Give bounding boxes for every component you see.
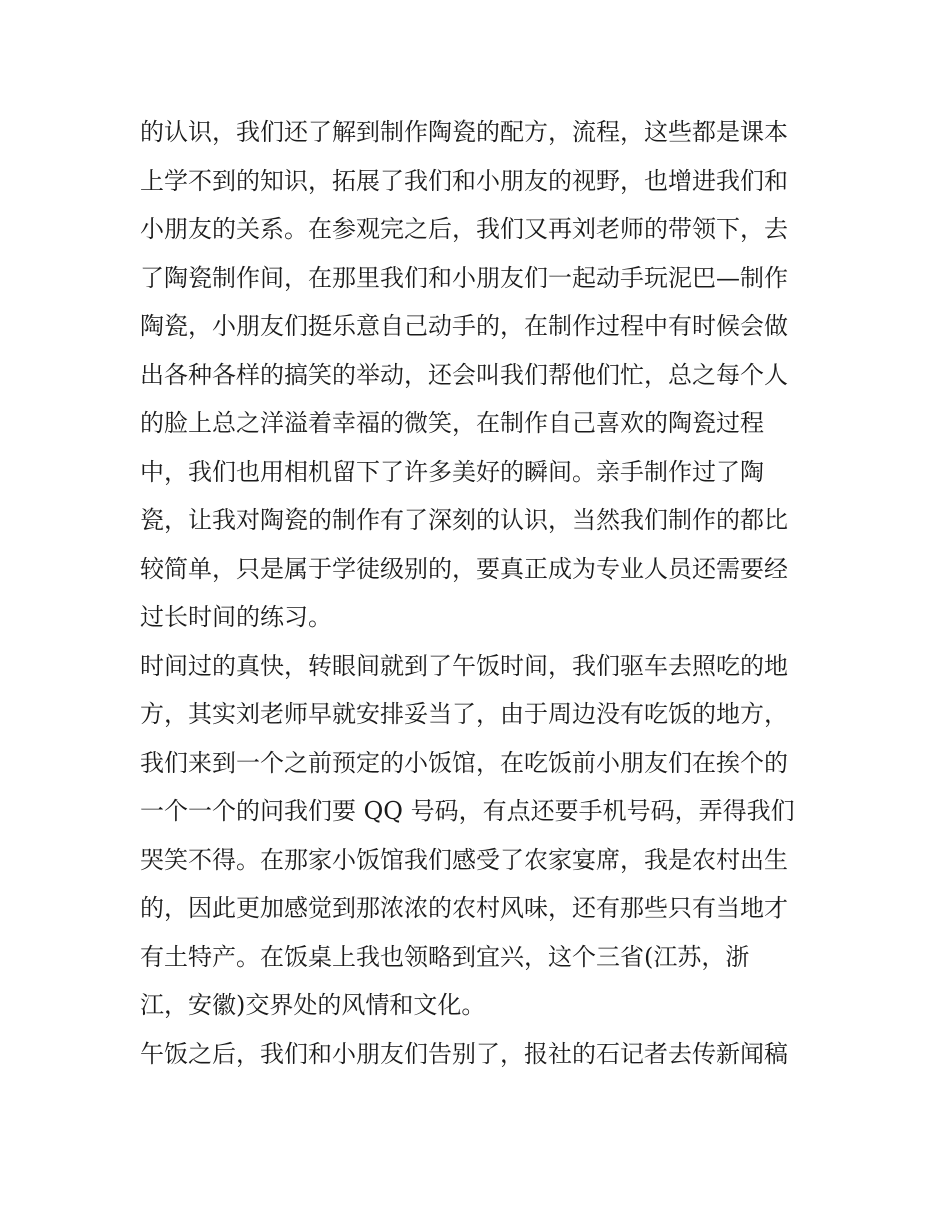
- text-line: 的认识，我们还了解到制作陶瓷的配方，流程，这些都是课本: [140, 118, 788, 146]
- text-line: 中，我们也用相机留下了许多美好的瞬间。亲手制作过了陶: [140, 457, 764, 486]
- document-body: [140, 108, 820, 1078]
- text-line: 较简单，只是属于学徒级别的，要真正成为专业人员还需要经: [140, 554, 788, 583]
- text-line: 了陶瓷制作间，在那里我们和小朋友们一起动手玩泥巴—制作: [140, 263, 788, 292]
- text-line: 上学不到的知识，拓展了我们和小朋友的视野，也增进我们和: [140, 166, 788, 195]
- text-line: 瓷，让我对陶瓷的制作有了深刻的认识，当然我们制作的都比: [140, 506, 788, 534]
- text-line: 午饭之后，我们和小朋友们告别了，报社的石记者去传新闻稿: [140, 1039, 788, 1068]
- text-line: 江，安徽)交界处的风情和文化。: [140, 991, 486, 1019]
- text-line: 方，其实刘老师早就安排妥当了，由于周边没有吃饭的地方，: [140, 700, 788, 728]
- text-line: 过长时间的练习。: [140, 603, 332, 631]
- text-line: 一个一个的问我们要 QQ 号码，有点还要手机号码，弄得我们: [140, 797, 795, 825]
- text-line: 我们来到一个之前预定的小饭馆，在吃饭前小朋友们在挨个的: [140, 748, 788, 777]
- text-line: 的，因此更加感觉到那浓浓的农村风味，还有那些只有当地才: [140, 894, 788, 922]
- text-line: 小朋友的关系。在参观完之后，我们又再刘老师的带领下，去: [140, 215, 788, 243]
- text-line: 哭笑不得。在那家小饭馆我们感受了农家宴席，我是农村出生: [140, 845, 788, 874]
- text-line: 时间过的真快，转眼间就到了午饭时间，我们驱车去照吃的地: [140, 651, 788, 680]
- text-line: 出各种各样的搞笑的举动，还会叫我们帮他们忙，总之每个人: [140, 360, 788, 389]
- text-line: 有土特产。在饭桌上我也领略到宜兴，这个三省(江苏，浙: [140, 942, 750, 971]
- text-line: 的脸上总之洋溢着幸福的微笑，在制作自己喜欢的陶瓷过程: [140, 409, 764, 437]
- text-line: 陶瓷，小朋友们挺乐意自己动手的，在制作过程中有时候会做: [140, 312, 788, 340]
